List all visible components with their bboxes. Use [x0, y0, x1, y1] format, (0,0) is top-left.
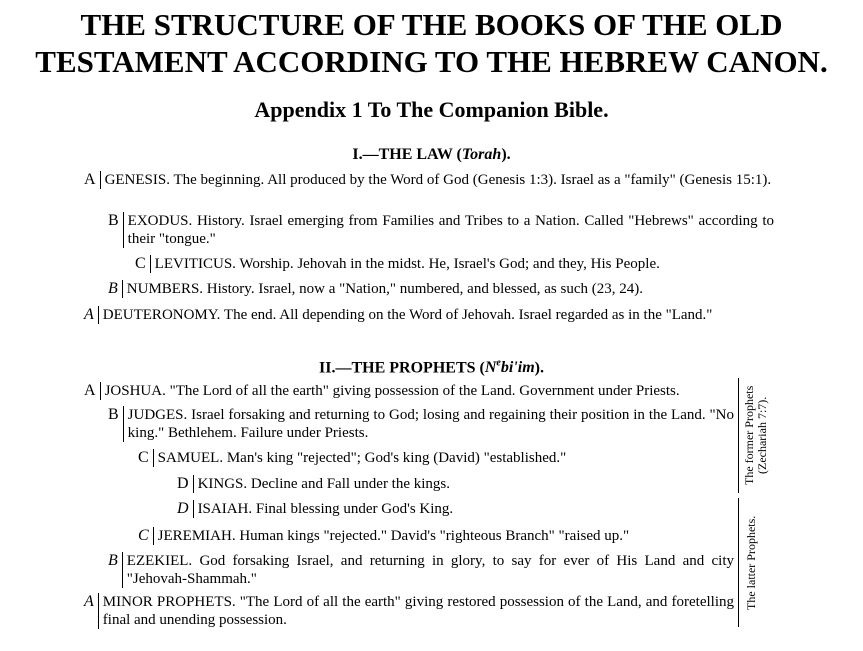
- structure-letter: A: [84, 306, 94, 323]
- law-section-heading: I.—THE LAW (Torah).: [352, 146, 511, 163]
- page-title: [0, 6, 863, 80]
- law-entry-deuteronomy: [84, 306, 712, 324]
- torah-term: Torah: [461, 146, 502, 163]
- law-entry-numbers: [108, 280, 643, 298]
- structure-letter: A: [84, 593, 94, 610]
- law-entry-exodus: [108, 212, 774, 248]
- prophets-entry-samuel: [138, 449, 566, 467]
- entry-text: EZEKIEL. God forsaking Israel, and returning in glory, to say for ever of His Land and city "Jehovah-Shammah.": [122, 552, 734, 588]
- entry-text: JEREMIAH. Human kings "rejected." David's "righteous Branch" "raised up.": [153, 527, 629, 545]
- structure-letter: B: [108, 212, 119, 229]
- structure-letter: B: [108, 280, 118, 297]
- prophets-entry-judges: [108, 406, 734, 442]
- law-entry-leviticus: [135, 255, 660, 273]
- structure-letter: C: [135, 255, 146, 272]
- prophets-section-heading: II.—THE PROPHETS $(N^ebi'im)$.: [319, 358, 544, 377]
- prophets-entry-kings: [177, 475, 450, 493]
- structure-letter: D: [177, 500, 189, 517]
- latter-prophets-note: The latter Prophets.: [744, 515, 758, 610]
- title-line-2: TESTAMENT ACCORDING TO THE HEBREW CANON.: [35, 44, 828, 79]
- entry-text: SAMUEL. Man's king "rejected"; God's king (David) "established.": [153, 449, 567, 467]
- prophets-entry-ezekiel: [108, 552, 734, 588]
- page-subtitle: Appendix 1 To The Companion Bible.: [254, 97, 609, 122]
- former-prophets-note: The former Prophets (Zechariah 7:7).: [742, 385, 769, 486]
- prophets-entry-jeremiah: [138, 527, 629, 545]
- structure-letter: C: [138, 527, 149, 544]
- prophets-entry-minor-prophets: [84, 593, 734, 629]
- structure-letter: A: [84, 382, 96, 399]
- entry-text: GENESIS. The beginning. All produced by the Word of God (Genesis 1:3). Israel as a "family" (Genesis 15:1).: [100, 171, 772, 189]
- structure-letter: B: [108, 552, 118, 569]
- former-prophets-bracket: [738, 378, 739, 493]
- entry-text: KINGS. Decline and Fall under the kings.: [193, 475, 450, 493]
- law-entry-genesis: [84, 171, 774, 189]
- entry-text: EXODUS. History. Israel emerging from Families and Tribes to a Nation. Called "Hebrews" according to their "tongue.": [123, 212, 774, 248]
- structure-letter: C: [138, 449, 149, 466]
- entry-text: MINOR PROPHETS. "The Lord of all the earth" giving restored possession of the Land, and foretelling final and unending possession.: [98, 593, 734, 629]
- entry-text: LEVITICUS. Worship. Jehovah in the midst. He, Israel's God; and they, His People.: [150, 255, 660, 273]
- entry-text: NUMBERS. History. Israel, now a "Nation," numbered, and blessed, as such (23, 24).: [122, 280, 643, 298]
- entry-text: JUDGES. Israel forsaking and returning to God; losing and regaining their position in the Land. "No king." Bethlehem. Failure under Priests.: [123, 406, 734, 442]
- prophets-entry-joshua: [84, 382, 680, 400]
- structure-letter: B: [108, 406, 119, 423]
- latter-prophets-bracket: [738, 498, 739, 627]
- title-line-1: THE STRUCTURE OF THE BOOKS OF THE OLD: [80, 7, 783, 42]
- nebiim-term: $N^ebi'im$: [484, 358, 535, 377]
- entry-text: DEUTERONOMY. The end. All depending on the Word of Jehovah. Israel regarded as in the "Land.": [98, 306, 713, 324]
- structure-letter: A: [84, 171, 96, 188]
- entry-text: ISAIAH. Final blessing under God's King.: [193, 500, 454, 518]
- structure-letter: D: [177, 475, 189, 492]
- entry-text: JOSHUA. "The Lord of all the earth" giving possession of the Land. Government under Priests.: [100, 382, 680, 400]
- prophets-entry-isaiah: [177, 500, 453, 518]
